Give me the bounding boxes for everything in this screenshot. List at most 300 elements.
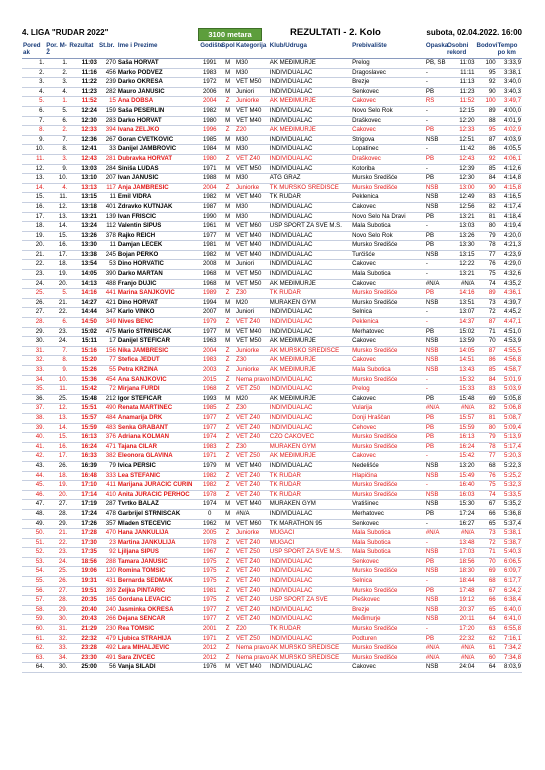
cell-category: VET Ž40 [235,423,269,433]
cell-birth-year: 1974 [199,433,220,443]
cell-place: 4. [22,87,45,97]
cell-result: 13:15 [68,193,98,203]
cell-gender-place: 16. [45,241,68,251]
table-row [22,346,522,356]
cell-athlete-name: Željka PINTARIĆ [117,586,199,596]
cell-residence: Kotoriba [351,164,425,174]
cell-category: VET Ž40 [235,433,269,443]
cell-place: 50. [22,529,45,539]
cell-birth-year: 1977 [199,413,220,423]
cell-category: Ž30 [235,404,269,414]
cell-personal-record: 12:15 [446,106,476,116]
cell-points: 70 [476,337,497,347]
cell-category: Ž30 [235,356,269,366]
cell-residence: Draškovec [351,154,425,164]
cell-points: 65 [476,605,497,615]
cell-club: INDIVIDUALAC [269,327,351,337]
cell-birth-year: 2015 [199,375,220,385]
cell-personal-record: 13:26 [446,231,476,241]
cell-bib: 478 [98,509,117,519]
cell-birth-year: 1978 [199,490,220,500]
cell-points: 72 [476,308,497,318]
cell-bib: 410 [98,490,117,500]
cell-result: 15:57 [68,413,98,423]
cell-birth-year: 2004 [199,346,220,356]
cell-note: - [425,145,446,155]
cell-place: 51. [22,538,45,548]
cell-place: 44. [22,471,45,481]
cell-birth-year: 1962 [199,519,220,529]
cell-category: Ž20 [235,126,269,136]
cell-athlete-name: Dejana SENČAR [117,615,199,625]
cell-bib: 156 [98,346,117,356]
cell-note: - [425,625,446,635]
cell-residence: Novo Selo Rok [351,106,425,116]
cell-personal-record: 15:02 [446,327,476,337]
col-sex-header: Spol [220,42,235,59]
cell-note: - [425,106,446,116]
cell-birth-year: 1967 [199,548,220,558]
cell-club: INDIVIDUALAC [269,461,351,471]
cell-points: 100 [476,59,497,69]
cell-club: INDIVIDUALAC [269,634,351,644]
cell-residence: Mursko Središće [351,298,425,308]
cell-sex: Ž [220,356,235,366]
cell-category: M30 [235,68,269,78]
cell-pace: 4:58,7 [497,366,522,376]
cell-gender-place: 16. [45,442,68,452]
cell-pace: 4:17,4 [497,202,522,212]
cell-athlete-name: Franjo DUJIĆ [117,279,199,289]
cell-personal-record: 14:51 [446,356,476,366]
cell-birth-year: 1982 [199,250,220,260]
table-row [22,78,522,88]
cell-category: M30 [235,202,269,212]
cell-sex: Ž [220,183,235,193]
cell-place: 63. [22,653,45,663]
cell-pace: 4:03,9 [497,135,522,145]
cell-result: 14:16 [68,289,98,299]
cell-category: VET Ž40 [235,615,269,625]
cell-birth-year: 1977 [199,327,220,337]
table-row [22,519,522,529]
cell-result: 14:44 [68,308,98,318]
cell-points: 80 [476,222,497,232]
cell-birth-year: 1982 [199,481,220,491]
cell-pace: 5:05,8 [497,394,522,404]
cell-club: INDIVIDUALAC [269,557,351,567]
cell-note: #N/A [425,279,446,289]
cell-note: NSB [425,135,446,145]
cell-sex: Ž [220,404,235,414]
cell-residence: Peklenica [351,318,425,328]
cell-note: - [425,270,446,280]
cell-birth-year: 2004 [199,183,220,193]
cell-result: 17:14 [68,490,98,500]
cell-residence: Čakovec [351,279,425,289]
cell-pace: 4:45,2 [497,308,522,318]
cell-category: VET M40 [235,116,269,126]
cell-result: 15:11 [68,337,98,347]
cell-sex: Ž [220,490,235,500]
cell-place: 42. [22,452,45,462]
cell-birth-year: 2007 [199,308,220,318]
cell-gender-place: 8. [45,356,68,366]
cell-gender-place: 20. [45,279,68,289]
cell-residence: Mursko Središće [351,644,425,654]
cell-note: PB [425,442,446,452]
cell-bib: 239 [98,78,117,88]
cell-result: 11:03 [68,59,98,69]
cell-club: AK MEĐIMURJE [269,366,351,376]
cell-points: 95 [476,68,497,78]
cell-result: 22:32 [68,634,98,644]
cell-place: 29. [22,327,45,337]
cell-athlete-name: Nives BENC [117,318,199,328]
cell-residence: Čakovec [351,260,425,270]
table-row [22,413,522,423]
cell-birth-year: 1983 [199,356,220,366]
cell-pace: 3:40,3 [497,87,522,97]
cell-athlete-name: Marina SANJKOVIĆ [117,289,199,299]
cell-points: 68 [476,461,497,471]
cell-personal-record: 13:30 [446,241,476,251]
cell-place: 28. [22,318,45,328]
cell-pace: 4:12,6 [497,164,522,174]
cell-category: Nema pravo [235,644,269,654]
cell-pace: 5:22,3 [497,461,522,471]
cell-points: 66 [476,509,497,519]
cell-residence: Donji Hraščan [351,413,425,423]
cell-result: 17:19 [68,500,98,510]
cell-club: INDIVIDUALAC [269,202,351,212]
cell-residence: Čakovec [351,97,425,107]
cell-points: 61 [476,644,497,654]
table-row [22,394,522,404]
cell-personal-record: 13:07 [446,308,476,318]
cell-residence: Mursko Središće [351,490,425,500]
cell-sex: M [220,87,235,97]
table-row [22,442,522,452]
cell-note: NSB [425,346,446,356]
cell-bib: 401 [98,202,117,212]
cell-club: MURAKEN GYM [269,500,351,510]
table-header-row [22,42,522,59]
cell-gender-place: 28. [45,596,68,606]
col-name-header: Ime i Prezime [117,42,199,59]
cell-sex: Ž [220,644,235,654]
cell-place: 26. [22,298,45,308]
cell-residence: Nedelišće [351,461,425,471]
cell-result: 17:24 [68,509,98,519]
cell-place: 45. [22,481,45,491]
cell-result: 15:42 [68,385,98,395]
cell-pace: 8:03,9 [497,663,522,673]
sheet-header [22,28,522,40]
cell-sex: M [220,106,235,116]
cell-bib: 382 [98,452,117,462]
cell-place: 5. [22,97,45,107]
cell-points: 76 [476,471,497,481]
cell-pace: 4:47,1 [497,318,522,328]
cell-sex: Ž [220,615,235,625]
cell-bib: 484 [98,413,117,423]
cell-personal-record: #N/A [446,529,476,539]
cell-bib: 92 [98,548,117,558]
cell-points: 92 [476,154,497,164]
cell-note: NSB [425,250,446,260]
cell-sex: M [220,145,235,155]
cell-club: INDIVIDUALAC [269,135,351,145]
table-row [22,126,522,136]
cell-category: M30 [235,174,269,184]
table-row [22,250,522,260]
cell-personal-record: 15:57 [446,413,476,423]
cell-pace: 5:08,7 [497,413,522,423]
cell-place: 35. [22,385,45,395]
cell-points: 86 [476,356,497,366]
cell-gender-place: 21. [45,529,68,539]
cell-club: TK RUDAR [269,289,351,299]
cell-points: 63 [476,625,497,635]
cell-gender-place: 25. [45,394,68,404]
cell-place: 34. [22,375,45,385]
cell-bib: 77 [98,356,117,366]
cell-athlete-name: Ana DOBŠA [117,97,199,107]
cell-gender-place: 12. [45,202,68,212]
cell-gender-place: 10. [45,174,68,184]
cell-note: NSB [425,193,446,203]
cell-result: 13:13 [68,183,98,193]
cell-club: INDIVIDUALAC [269,87,351,97]
cell-personal-record: 15:59 [446,423,476,433]
cell-category: Juniorke [235,183,269,193]
cell-club: CZO ČAKOVEC [269,433,351,443]
cell-club: MURAKEN GYM [269,442,351,452]
cell-birth-year: 1961 [199,222,220,232]
cell-pace: 5:38,7 [497,538,522,548]
table-row [22,212,522,222]
cell-category: VET M50 [235,270,269,280]
cell-gender-place: 24. [45,557,68,567]
cell-category: Ž30 [235,442,269,452]
cell-pace: 5:37,4 [497,519,522,529]
cell-sex: M [220,68,235,78]
cell-pace: 7:34,2 [497,644,522,654]
cell-place: 16. [22,202,45,212]
cell-sex: Ž [220,452,235,462]
cell-athlete-name: Karlo VINKO [117,308,199,318]
cell-pace: 5:38,1 [497,529,522,539]
results-sheet [22,28,522,673]
cell-gender-place: 7. [45,346,68,356]
cell-birth-year: 1987 [199,202,220,212]
cell-result: 19:51 [68,586,98,596]
cell-points: 88 [476,116,497,126]
cell-gender-place: 26. [45,461,68,471]
cell-category: Juniori [235,308,269,318]
cell-bib: 266 [98,615,117,625]
cell-result: 16:33 [68,452,98,462]
cell-bib: 431 [98,577,117,587]
cell-category: Nema pravo [235,653,269,663]
cell-category: Juniorke [235,366,269,376]
cell-personal-record: #N/A [446,644,476,654]
cell-club: INDIVIDUALAC [269,78,351,88]
cell-gender-place: 17. [45,452,68,462]
cell-category: M30 [235,59,269,69]
cell-points: 87 [476,135,497,145]
cell-athlete-name: Anita JURAČIĆ PERHOČ [117,490,199,500]
cell-category: VET M50 [235,78,269,88]
cell-personal-record: 12:56 [446,202,476,212]
cell-club: INDIVIDUALAC [269,404,351,414]
cell-residence: Mursko Središće [351,289,425,299]
table-row [22,59,522,69]
cell-sex: M [220,519,235,529]
cell-birth-year: 1968 [199,270,220,280]
cell-pace: 6:38,4 [497,596,522,606]
cell-points: 79 [476,231,497,241]
cell-note: NSB [425,490,446,500]
cell-category: VET Ž40 [235,577,269,587]
cell-sex: M [220,231,235,241]
cell-gender-place: 5. [45,106,68,116]
cell-points: 92 [476,78,497,88]
cell-sex: Ž [220,634,235,644]
cell-points: 84 [476,375,497,385]
cell-gender-place: 5. [45,289,68,299]
cell-note: PB [425,413,446,423]
cell-pace: 5:03,9 [497,385,522,395]
cell-pace: 4:20,0 [497,231,522,241]
cell-result: 13:54 [68,260,98,270]
cell-personal-record: 13:03 [446,222,476,232]
cell-gender-place: 33. [45,644,68,654]
cell-place: 19. [22,231,45,241]
cell-personal-record: 24:04 [446,663,476,673]
cell-note: PB [425,289,446,299]
cell-club: TK RUDAR [269,625,351,635]
cell-points: 95 [476,126,497,136]
cell-club: INDIVIDUALAC [269,145,351,155]
cell-pace: 4:21,3 [497,241,522,251]
cell-bib: 394 [98,126,117,136]
cell-gender-place: 27. [45,586,68,596]
cell-bib: 488 [98,279,117,289]
cell-athlete-name: Jasminka OKREŠA [117,605,199,615]
cell-bib: 475 [98,327,117,337]
cell-athlete-name: Mirjana FURDI [117,385,199,395]
cell-personal-record: 15:48 [446,394,476,404]
cell-points: 70 [476,557,497,567]
cell-gender-place: 17. [45,250,68,260]
cell-personal-record: 18:56 [446,557,476,567]
cell-points: 80 [476,423,497,433]
table-row [22,308,522,318]
cell-athlete-name: Martina JANKULIJA [117,538,199,548]
table-row [22,663,522,673]
cell-residence: Selnica [351,308,425,318]
cell-sex: Ž [220,557,235,567]
cell-athlete-name: Goran CVETKOVIĆ [117,135,199,145]
table-row [22,538,522,548]
table-row [22,567,522,577]
cell-birth-year: 1975 [199,596,220,606]
col-bib-header: St.br. [98,42,117,59]
cell-place: 22. [22,260,45,270]
cell-result: 15:26 [68,366,98,376]
cell-pace: 7:34,8 [497,653,522,663]
cell-club: USP SPORT ZA SVE [269,596,351,606]
cell-sex: Ž [220,529,235,539]
cell-birth-year: 0 [199,509,220,519]
cell-club: INDIVIDUALAC [269,106,351,116]
cell-athlete-name: Dino HORVAT [117,298,199,308]
cell-birth-year: 1977 [199,231,220,241]
cell-birth-year: 1971 [199,164,220,174]
table-row [22,644,522,654]
cell-pace: 3:38,1 [497,68,522,78]
cell-place: 18. [22,222,45,232]
cell-category: VET M50 [235,279,269,289]
cell-points: 71 [476,548,497,558]
cell-bib: 207 [98,174,117,184]
cell-athlete-name: Anja JAMBREŠIĆ [117,183,199,193]
cell-bib: 112 [98,222,117,232]
cell-sex: Ž [220,586,235,596]
cell-birth-year: 2012 [199,653,220,663]
cell-gender-place: 6. [45,318,68,328]
table-row [22,433,522,443]
cell-gender-place: 22. [45,538,68,548]
cell-result: 17:28 [68,529,98,539]
cell-note: NSB [425,596,446,606]
cell-category: VET Ž40 [235,318,269,328]
cell-category: VET M40 [235,193,269,203]
cell-personal-record: 15:42 [446,452,476,462]
cell-gender-place: 9. [45,366,68,376]
cell-gender-place: 30. [45,663,68,673]
cell-club: USP SPORT ZA SVE M.S. [269,222,351,232]
cell-pace: 4:23,9 [497,250,522,260]
cell-result: 17:26 [68,519,98,529]
table-row [22,557,522,567]
cell-club: INDIVIDUALAC [269,423,351,433]
cell-club: INDIVIDUALAC [269,270,351,280]
cell-residence: Čakovec [351,126,425,136]
table-row [22,490,522,500]
cell-result: 11:23 [68,87,98,97]
cell-personal-record: 20:37 [446,605,476,615]
cell-pace: 4:14,8 [497,174,522,184]
cell-note: PB [425,557,446,567]
cell-note: PB [425,586,446,596]
cell-bib: 240 [98,605,117,615]
cell-pace: 4:53,9 [497,337,522,347]
cell-gender-place: 13. [45,413,68,423]
cell-athlete-name: Tajana CILAR [117,442,199,452]
cell-pace: 4:32,6 [497,270,522,280]
cell-personal-record: 14:37 [446,318,476,328]
cell-birth-year: 1983 [199,442,220,452]
cell-birth-year: 1968 [199,385,220,395]
cell-club: AK MEĐIMURJE [269,279,351,289]
cell-result: 13:03 [68,164,98,174]
cell-club: INDIVIDUALAC [269,567,351,577]
cell-personal-record: 15:49 [446,471,476,481]
cell-note: PB [425,509,446,519]
